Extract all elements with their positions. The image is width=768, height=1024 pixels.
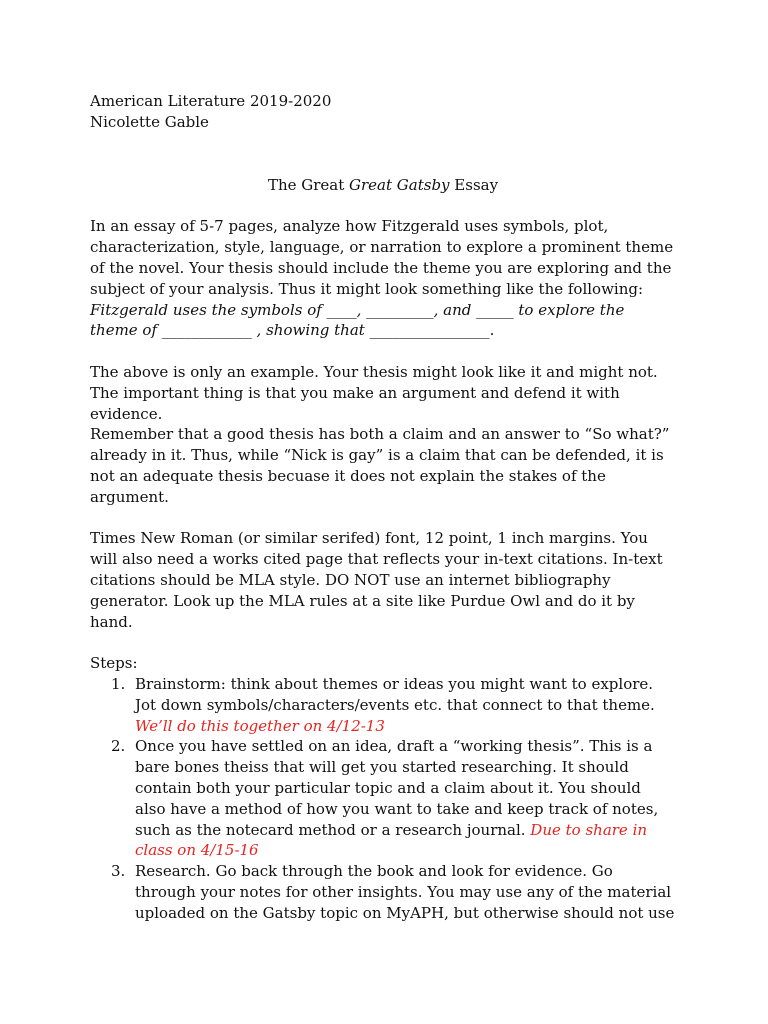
due-date-note: class on 4/15-16: [135, 841, 259, 860]
example-note-paragraph: The above is only an example. Your thesis might look like it and might not. The important thing is that you make an argument and defend it with evidence. Remember that a good thesis has both a claim and an answer to “So what?” already in it. Thus, while “Nick is gay” is a claim that can be defended, it is not an adequate thesis becuase it does not explain the stakes of the argument.: [90, 363, 670, 506]
list-item: 2. Once you have settled on an idea, draft a “working thesis”. This is a bare bones theiss that will get you started researching. It should contain both your particular topic and a claim about it. You should also have a method of how you want to take and keep track of notes, such as the notecard method or a research journal. Due to share in class on 4/15-16: [90, 736, 690, 861]
due-date-note: We’ll do this together on 4/12-13: [135, 716, 385, 735]
student-name: Nicolette Gable: [90, 112, 209, 131]
course-heading: American Literature 2019-2020: [90, 92, 332, 110]
document-body: [90, 91, 690, 924]
due-date-note: Due to share in: [530, 820, 648, 839]
novel-title: Great Gatsby: [349, 175, 450, 194]
thesis-template-line-1: Fitzgerald uses the symbols of ____, _________, and _____ to explore the: [90, 300, 625, 319]
essay-title: The Great Great Gatsby Essay: [267, 175, 499, 194]
thesis-template-line-2: theme of ____________ , showing that ________________.: [90, 321, 495, 340]
steps-list: [90, 674, 690, 924]
steps-label: Steps:: [90, 654, 138, 673]
list-item: 1. Brainstorm: think about themes or ideas you might want to explore. Jot down symbols/characters/events etc. that connect to that theme. We’ll do this together on 4/12-13: [90, 674, 690, 736]
format-paragraph: Times New Roman (or similar serifed) font, 12 point, 1 inch margins. You will also need a works cited page that reflects your in-text citations. In-text citations should be MLA style. DO NOT use an internet bibliography generator. Look up the MLA rules at a site like Purdue Owl and do it by hand.: [90, 529, 663, 631]
list-item: 3. Research. Go back through the book and look for evidence. Go through your notes for other insights. You may use any of the material uploaded on the Gatsby topic on MyAPH, but otherwise should not use: [111, 862, 675, 922]
intro-paragraph: In an essay of 5-7 pages, analyze how Fitzgerald uses symbols, plot, characterization, style, language, or narration to explore a prominent theme of the novel. Your thesis should include the theme you are exploring and the subject of your analysis. Thus it might look something like the following: Fitzgerald uses the symbols of ____, _________, and _____ to explore the theme of ____________ , showing that ________________.: [90, 216, 690, 341]
